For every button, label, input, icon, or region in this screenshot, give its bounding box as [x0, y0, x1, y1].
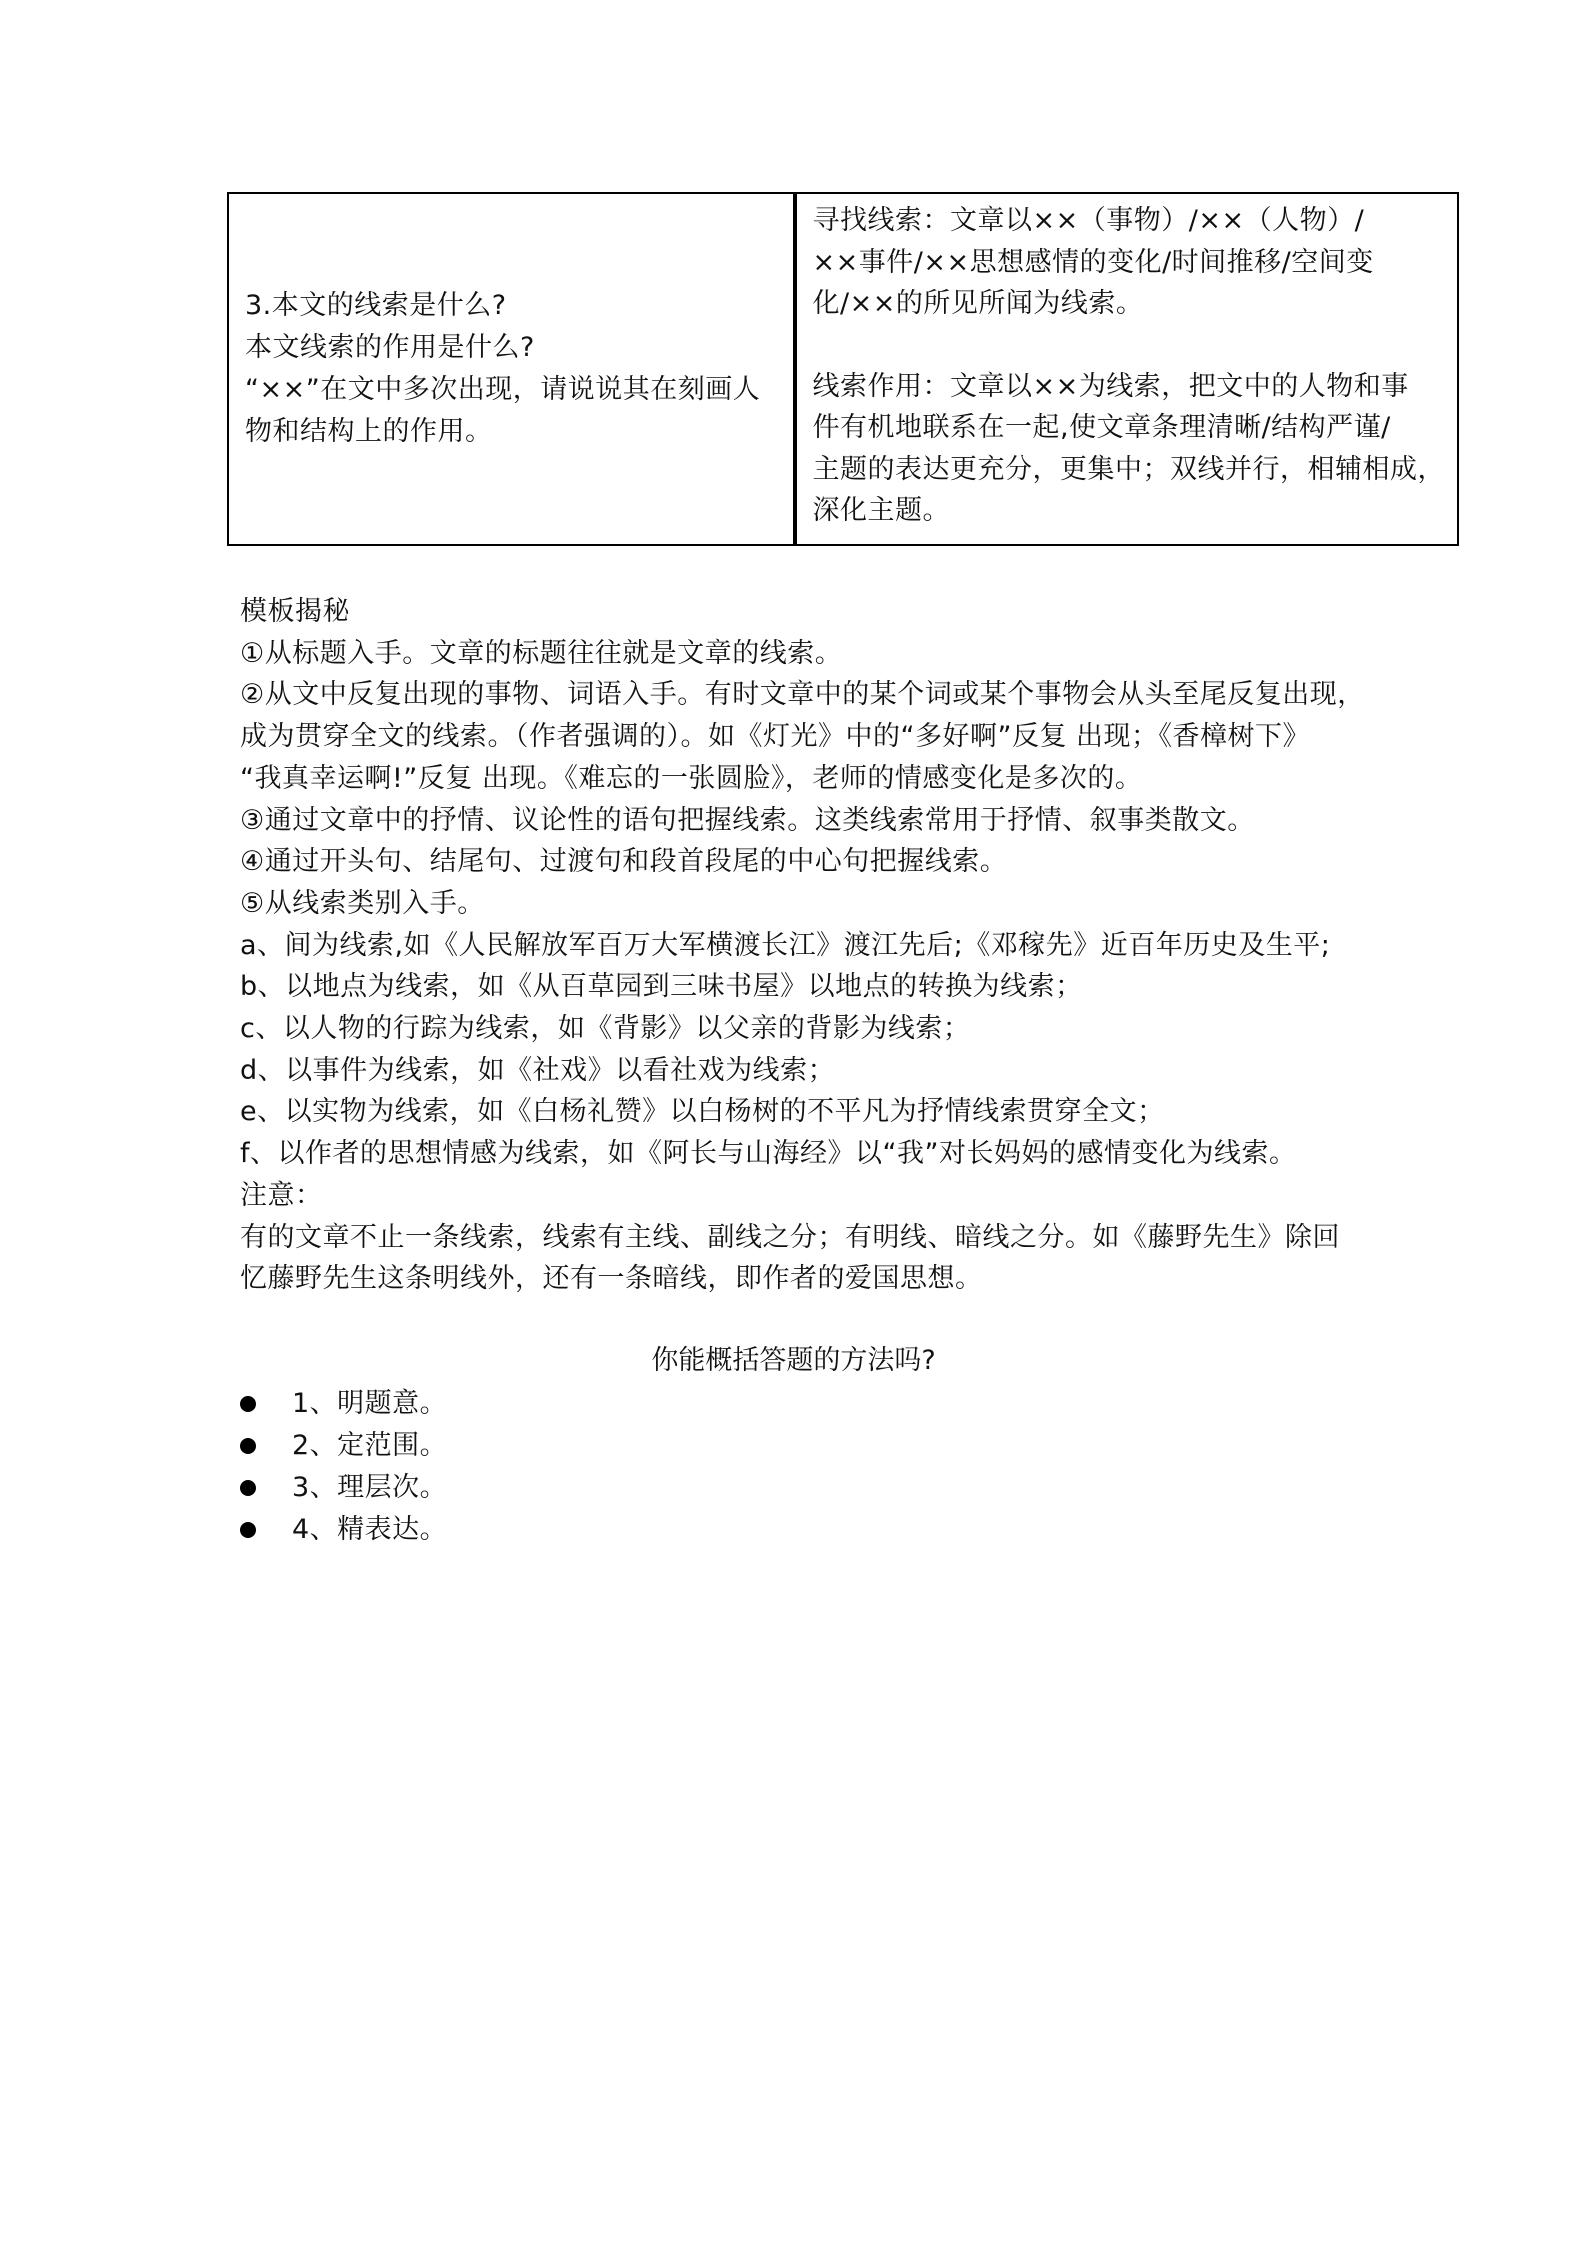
answer-line: 主题的表达更充分，更集中；双线并行，相辅相成， — [812, 453, 1445, 485]
answer-line: 深化主题。 — [812, 495, 950, 526]
answer-line: ××事件/××思想感情的变化/时间推移/空间变 — [812, 246, 1374, 278]
body-line: e、以实物为线索，如《白杨礼赞》以白杨树的不平凡为抒情线索贯穿全文； — [240, 1096, 1165, 1128]
body-line: a、间为线索,如《人民解放军百万大军横渡长江》渡江先后;《邓稼先》近百年历史及生平; — [240, 929, 1331, 961]
body-line: ④通过开头句、结尾句、过渡句和段首段尾的中心句把握线索。 — [240, 846, 1008, 878]
answer-line: 化/××的所见所闻为线索。 — [812, 288, 1144, 319]
list-item — [240, 1467, 447, 1509]
body-line: d、以事件为线索，如《社戏》以看社戏为线索； — [240, 1054, 836, 1086]
answer-line: 件有机地联系在一起,使文章条理清晰/结构严谨/ — [812, 412, 1391, 443]
body-line: c、以人物的行踪为线索，如《背影》以父亲的背影为线索； — [240, 1013, 971, 1045]
bullet-icon — [240, 1522, 256, 1538]
body-line: f、以作者的思想情感为线索，如《阿长与山海经》以“我”对长妈妈的感情变化为线索。 — [240, 1138, 1297, 1170]
body-line: ⑤从线索类别入手。 — [240, 887, 485, 919]
body-line: b、以地点为线索，如《从百草园到三味书屋》以地点的转换为线索； — [240, 971, 1083, 1003]
question-line: 本文线索的作用是什么? — [245, 332, 535, 363]
body-line: 有的文章不止一条线索，线索有主线、副线之分；有明线、暗线之分。如《藤野先生》除回 — [240, 1221, 1340, 1253]
template-secrets-section — [240, 591, 1400, 1300]
list-item — [240, 1383, 447, 1425]
body-line: 成为贯穿全文的线索。（作者强调的）。如《灯光》中的“多好啊”反复 出现；《香樟树下》 — [240, 721, 1311, 753]
bullet-icon — [240, 1396, 256, 1412]
note-heading: 注意： — [240, 1179, 323, 1211]
body-line: ①从标题入手。文章的标题往往就是文章的线索。 — [240, 637, 843, 669]
body-line: ②从文中反复出现的事物、词语入手。有时文章中的某个词或某个事物会从头至尾反复出现， — [240, 679, 1365, 711]
bullet-icon — [240, 1480, 256, 1496]
list-item — [240, 1509, 447, 1551]
question-cell — [229, 194, 797, 544]
answer-cell — [797, 194, 1458, 544]
question-line: 物和结构上的作用。 — [245, 416, 493, 447]
list-item — [240, 1425, 447, 1467]
body-line: 忆藤野先生这条明线外，还有一条暗线，即作者的爱国思想。 — [240, 1263, 983, 1295]
answer-line: 线索作用：文章以××为线索，把文中的人物和事 — [812, 370, 1409, 402]
body-line: ③通过文章中的抒情、议论性的语句把握线索。这类线索常用于抒情、叙事类散文。 — [240, 804, 1255, 836]
section-heading: 模板揭秘 — [240, 596, 350, 627]
step-label: 3、理层次。 — [292, 1472, 448, 1503]
method-steps-list — [240, 1383, 447, 1551]
answer-line: 寻找线索：文章以××（事物）/××（人物）/ — [812, 205, 1365, 236]
question-line: 3.本文的线索是什么? — [245, 290, 507, 321]
step-label: 2、定范围。 — [292, 1430, 448, 1461]
step-label: 4、精表达。 — [292, 1514, 448, 1545]
body-line: “我真幸运啊!”反复 出现。《难忘的一张圆脸》，老师的情感变化是多次的。 — [240, 762, 1143, 794]
step-label: 1、明题意。 — [292, 1388, 448, 1419]
answer-spacer — [813, 325, 1446, 366]
bullet-icon — [240, 1438, 256, 1454]
method-title: 你能概括答题的方法吗? — [651, 1345, 936, 1376]
question-line: “××”在文中多次出现，请说说其在刻画人 — [245, 374, 761, 405]
qa-table — [227, 192, 1459, 546]
